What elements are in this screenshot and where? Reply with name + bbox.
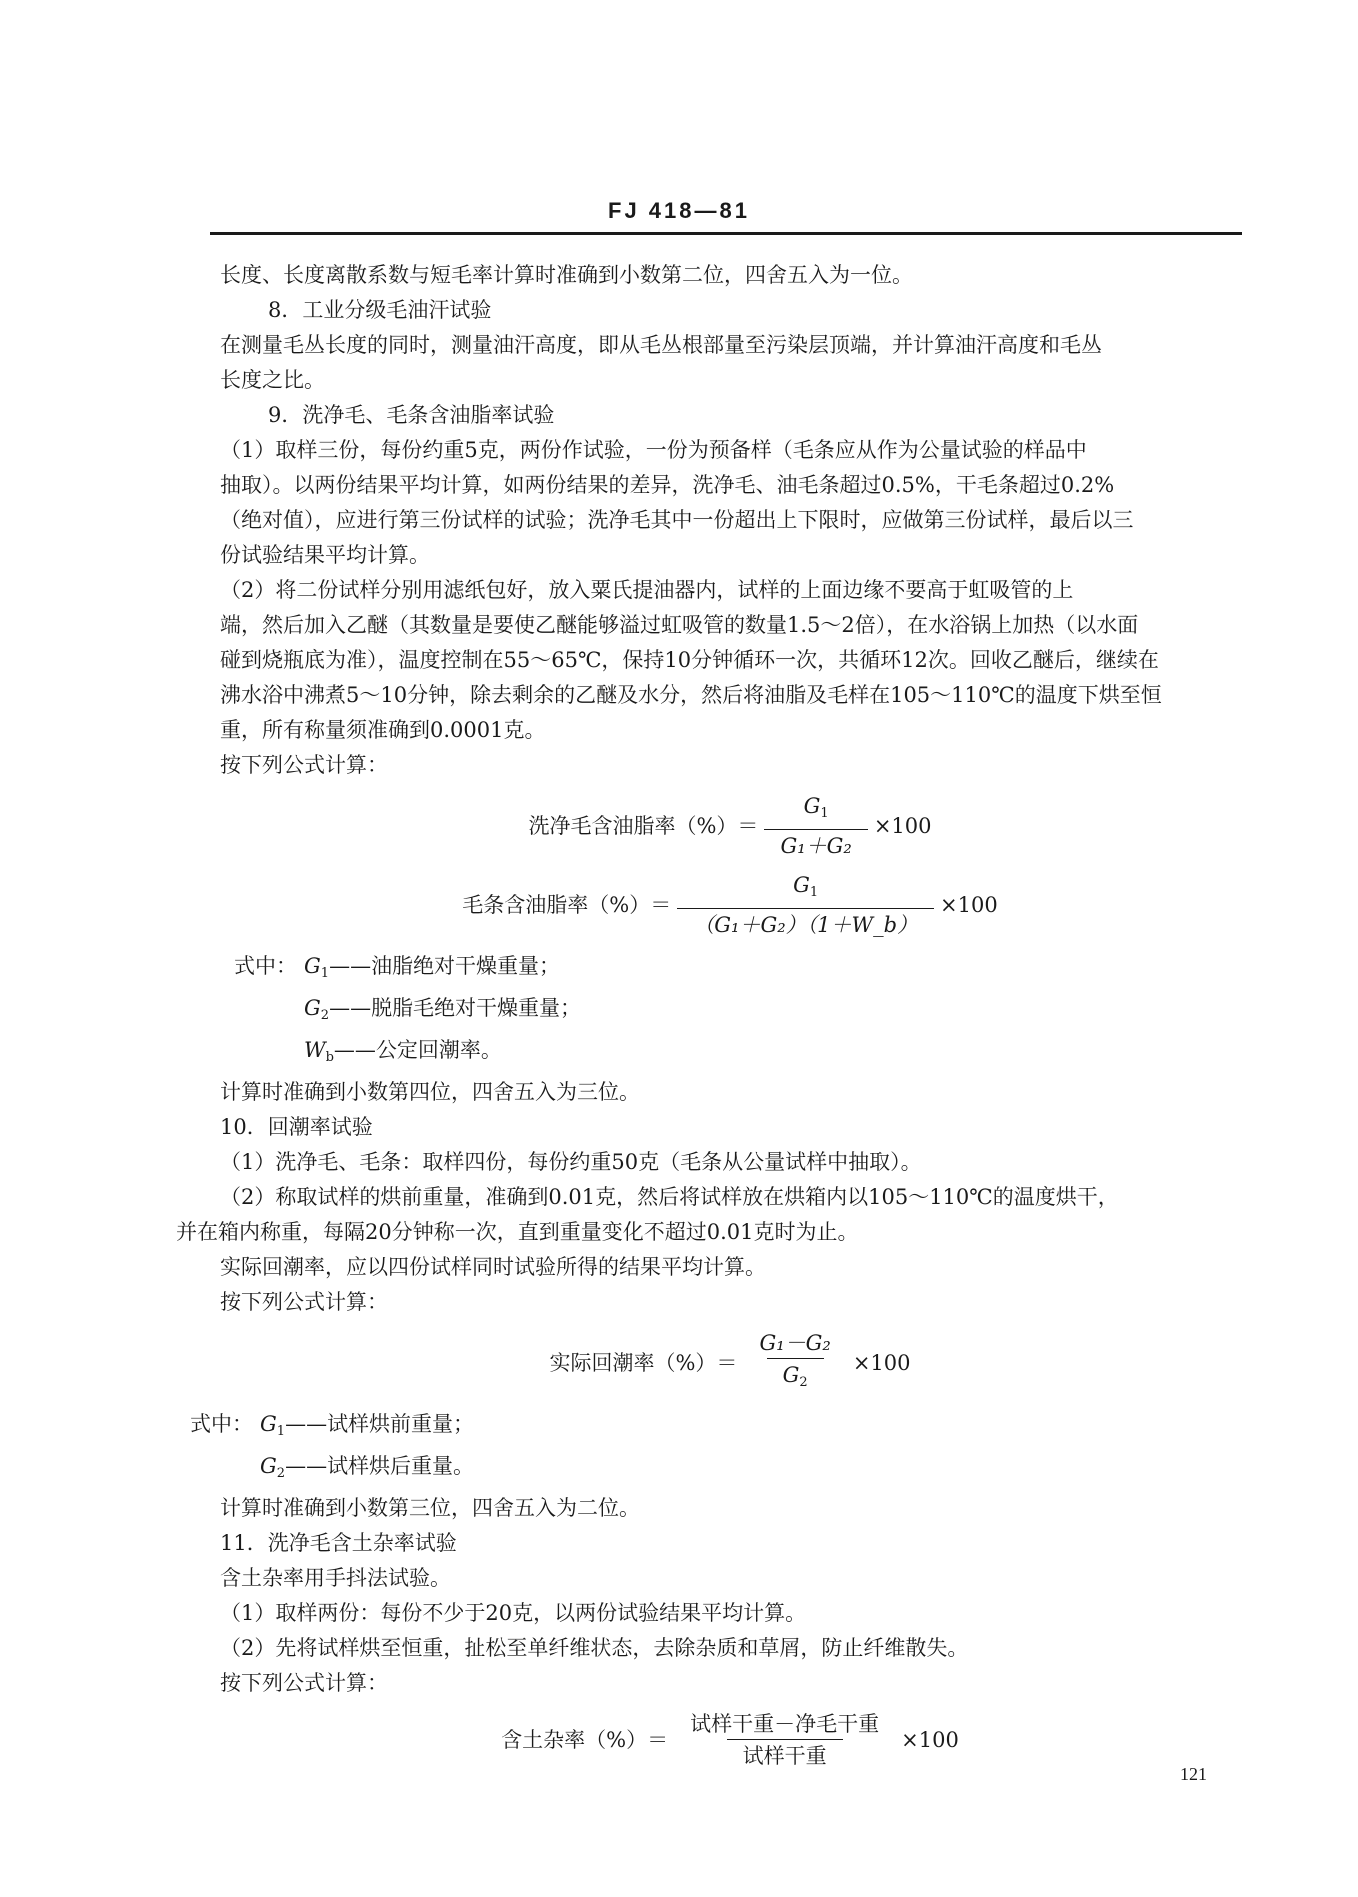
- formula-lhs: 毛条含油脂率（%）＝: [462, 893, 672, 917]
- header-rule: [210, 232, 1242, 235]
- formula-numerator: G₁－G₂: [759, 1331, 831, 1355]
- variable-definitions-10: 式中： $G_1——$试样烘前重量； $G_2——$试样烘后重量。: [176, 1407, 1240, 1491]
- formula-denominator: （G₁＋G₂）（1＋W_b）: [677, 908, 934, 941]
- section-title-11: 11．洗净毛含土杂率试验: [220, 1531, 457, 1555]
- paragraph: （2）将二份试样分别用滤纸包好，放入粟氏提油器内，试样的上面边缘不要高于虹吸管的上: [220, 578, 1074, 602]
- paragraph: （绝对值），应进行第三份试样的试验；洗净毛其中一份超出上下限时，应做第三份试样，最后以三: [220, 508, 1134, 532]
- formula-multiplier: ×100: [852, 1351, 911, 1375]
- where-label: 式中：: [234, 954, 297, 978]
- formula-fraction: [677, 870, 934, 941]
- paragraph: 并在箱内称重，每隔20分钟称一次，直到重量变化不超过0.01克时为止。: [176, 1220, 859, 1244]
- formula-top-grease: [220, 870, 1240, 941]
- formula-intro: 按下列公式计算：: [220, 1290, 388, 1314]
- paragraph: （1）取样两份：每份不少于20克，以两份试验结果平均计算。: [220, 1601, 807, 1625]
- paragraph: 含土杂率用手抖法试验。: [220, 1566, 451, 1590]
- formula-fraction: [743, 1328, 846, 1399]
- section-title-8: 8．工业分级毛油汗试验: [268, 298, 492, 322]
- section-title-9: 9．洗净毛、毛条含油脂率试验: [268, 403, 555, 427]
- formula-lhs: 实际回潮率（%）＝: [549, 1351, 738, 1375]
- variable-definition: ——脱脂毛绝对干燥重量；: [329, 996, 582, 1020]
- formula-numerator: 试样干重－净毛干重: [690, 1712, 880, 1736]
- formula-washed-wool-grease: [220, 791, 1240, 862]
- paragraph: 沸水浴中沸煮5～10分钟，除去剩余的乙醚及水分，然后将油脂及毛样在105～110℃的温度下烘至恒: [220, 683, 1162, 707]
- formula-lhs: 含土杂率（%）＝: [501, 1728, 669, 1752]
- paragraph: 实际回潮率，应以四份试样同时试验所得的结果平均计算。: [220, 1255, 766, 1279]
- formula-multiplier: ×100: [940, 893, 998, 917]
- formula-multiplier: ×100: [873, 814, 932, 838]
- variable-definition: ——试样烘后重量。: [285, 1454, 475, 1478]
- document-body: [176, 258, 1240, 1780]
- formula-denominator: G₁＋G₂: [764, 829, 867, 862]
- formula-numerator: $G_1$: [793, 873, 819, 900]
- paragraph: 计算时准确到小数第四位，四舍五入为三位。: [220, 1080, 640, 1104]
- paragraph: （1）洗净毛、毛条：取样四份，每份约重50克（毛条从公量试样中抽取）。: [220, 1150, 922, 1174]
- section-title-10: 10．回潮率试验: [220, 1115, 373, 1139]
- page-number: 121: [1180, 1764, 1207, 1784]
- formula-denominator: 试样干重: [727, 1739, 843, 1772]
- paragraph: 计算时准确到小数第三位，四舍五入为二位。: [220, 1496, 640, 1520]
- paragraph: （2）先将试样烘至恒重，扯松至单纤维状态，去除杂质和草屑，防止纤维散失。: [220, 1636, 969, 1660]
- paragraph: 碰到烧瓶底为准），温度控制在55～65℃，保持10分钟循环一次，共循环12次。回收乙醚后，继续在: [220, 648, 1159, 672]
- formula-numerator: $G_1$: [803, 794, 829, 821]
- paragraph: （1）取样三份，每份约重5克，两份作试验，一份为预备样（毛条应从作为公量试验的样品中: [220, 438, 1087, 462]
- paragraph: 在测量毛丛长度的同时，测量油汗高度，即从毛丛根部量至污染层顶端，并计算油汗高度和毛丛: [220, 333, 1102, 357]
- variable-definition: ——公定回潮率。: [333, 1038, 502, 1062]
- formula-denominator: $G_2$: [767, 1358, 824, 1399]
- paragraph: 抽取）。以两份结果平均计算，如两份结果的差异，洗净毛、油毛条超过0.5%，干毛条超过0.2%: [220, 473, 1115, 497]
- variable-definition: ——油脂绝对干燥重量；: [329, 954, 561, 978]
- document-code-header: FJ 418—81: [608, 198, 750, 223]
- paragraph: 端，然后加入乙醚（其数量是要使乙醚能够溢过虹吸管的数量1.5～2倍），在水浴锅上加热（以水面: [220, 613, 1139, 637]
- paragraph: 份试验结果平均计算。: [220, 543, 430, 567]
- formula-soil-impurity: [220, 1709, 1240, 1772]
- paragraph: （2）称取试样的烘前重量，准确到0.01克，然后将试样放在烘箱内以105～110℃的温度烘干，: [220, 1185, 1119, 1209]
- where-label: 式中：: [190, 1412, 253, 1436]
- formula-intro: 按下列公式计算：: [220, 753, 388, 777]
- paragraph: 重，所有称量须准确到0.0001克。: [220, 718, 546, 742]
- paragraph: 长度、长度离散系数与短毛率计算时准确到小数第二位，四舍五入为一位。: [220, 263, 913, 287]
- formula-fraction: [764, 791, 867, 862]
- variable-definitions-9: 式中： $G_1——$油脂绝对干燥重量； $G_2——$脱脂毛绝对干燥重量； $W_b——$公定回潮率。: [220, 949, 1240, 1075]
- variable-definition: ——试样烘前重量；: [285, 1412, 475, 1436]
- formula-multiplier: ×100: [901, 1728, 959, 1752]
- formula-lhs: 洗净毛含油脂率（%）＝: [528, 814, 759, 838]
- formula-intro: 按下列公式计算：: [220, 1671, 388, 1695]
- paragraph: 长度之比。: [220, 368, 325, 392]
- formula-actual-regain: [220, 1328, 1240, 1399]
- formula-fraction: [674, 1709, 895, 1772]
